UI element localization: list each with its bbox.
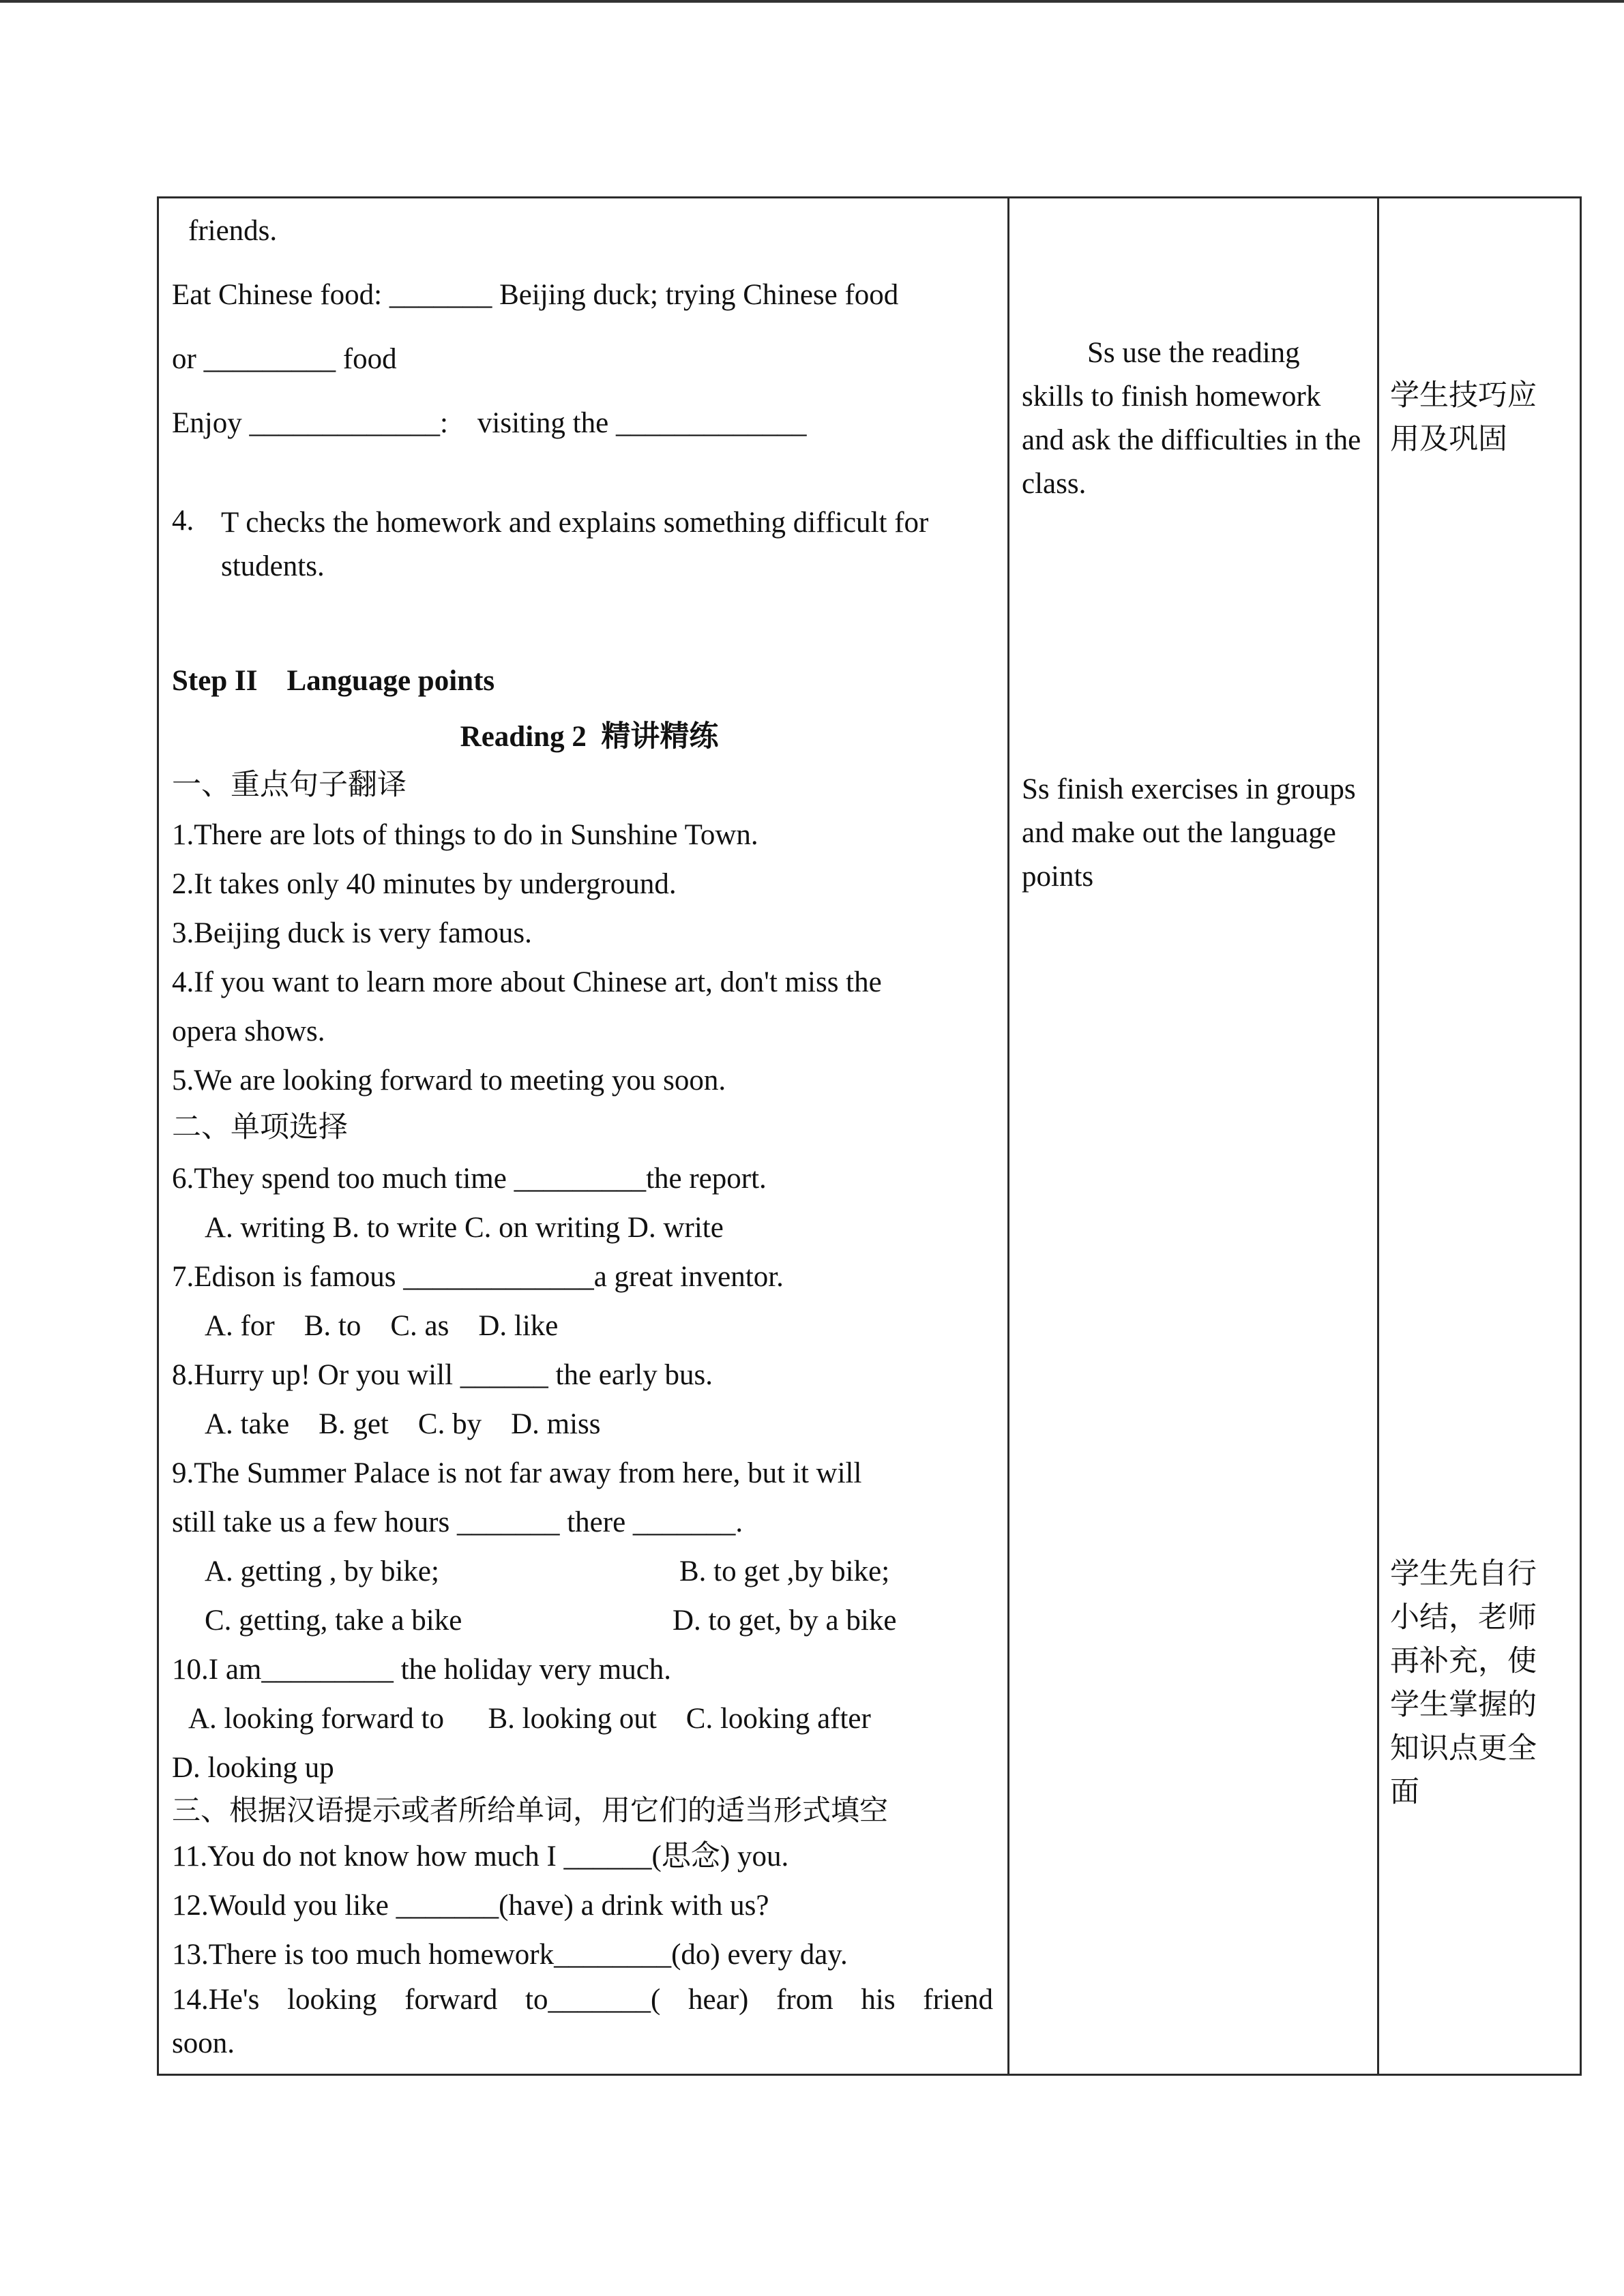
list-item-number: 4. [172, 505, 194, 537]
text-enjoy: Enjoy _____________: visiting the _____________ [172, 407, 807, 439]
question-10-options: A. looking forward to B. looking out C. looking after [188, 1703, 871, 1735]
sentence-4: 4.If you want to learn more about Chinese art, don't miss the [172, 966, 882, 998]
sentence-4-cont: opera shows. [172, 1015, 325, 1047]
question-8-options: A. take B. get C. by D. miss [205, 1408, 601, 1440]
question-6-options: A. writing B. to write C. on writing D. write [205, 1212, 724, 1244]
question-12: 12.Would you like _______(have) a drink with us? [172, 1890, 769, 1922]
question-11: 11.You do not know how much I ______(思念) you. [172, 1840, 789, 1873]
question-14: 14.He's looking forward to_______( hear) from his friend [172, 1984, 993, 2016]
design-purpose-2: 学生先自行小结，老师再补充，使学生掌握的知识点更全面 [1390, 1557, 1537, 1809]
question-9-option-c: C. getting, take a bike [205, 1605, 462, 1637]
question-7: 7.Edison is famous _____________a great inventor. [172, 1261, 784, 1293]
section-heading-fill: 三、根据汉语提示或者所给单词，用它们的适当形式填空 [172, 1793, 889, 1827]
question-9-option-a: A. getting , by bike; [205, 1555, 439, 1587]
text-friends: friends. [188, 215, 278, 247]
question-9-cont: still take us a few hours _______ there _______. [172, 1506, 743, 1538]
text-or-food: or _________ food [172, 343, 397, 375]
sentence-5: 5.We are looking forward to meeting you soon. [172, 1064, 726, 1097]
question-14-cont: soon. [172, 2027, 235, 2059]
question-9-option-b: B. to get ,by bike; [679, 1555, 890, 1587]
sentence-2: 2.It takes only 40 minutes by underground. [172, 868, 677, 900]
sentence-1: 1.There are lots of things to do in Sunshine Town. [172, 819, 758, 851]
question-10: 10.I am_________ the holiday very much. [172, 1654, 672, 1686]
sentence-3: 3.Beijing duck is very famous. [172, 917, 532, 949]
reading-title: Reading 2 精讲精练 [460, 721, 719, 753]
list-item-4: T checks the homework and explains something difficult for students. [221, 507, 929, 582]
question-13: 13.There is too much homework________(do) every day. [172, 1939, 848, 1971]
section-heading-choice: 二、单项选择 [172, 1110, 348, 1144]
question-6: 6.They spend too much time _________the report. [172, 1163, 767, 1195]
question-9: 9.The Summer Palace is not far away from here, but it will [172, 1457, 862, 1489]
question-10-option-d: D. looking up [172, 1752, 334, 1784]
page-top-border [0, 0, 1624, 3]
question-7-options: A. for B. to C. as D. like [205, 1310, 559, 1342]
question-9-option-d: D. to get, by a bike [673, 1605, 897, 1637]
section-heading-translation: 一、重点句子翻译 [172, 768, 407, 802]
student-activity-1: Ss use the reading skills to finish homework and ask the difficulties in the class. [1022, 337, 1361, 500]
student-activity-2: Ss finish exercises in groups and make out the language points [1022, 773, 1356, 893]
question-8: 8.Hurry up! Or you will ______ the early bus. [172, 1359, 713, 1391]
design-purpose-1: 学生技巧应用及巩固 [1390, 378, 1537, 456]
text-eat-chinese-food: Eat Chinese food: _______ Beijing duck; trying Chinese food [172, 279, 899, 311]
step-heading: Step II Language points [172, 665, 495, 697]
